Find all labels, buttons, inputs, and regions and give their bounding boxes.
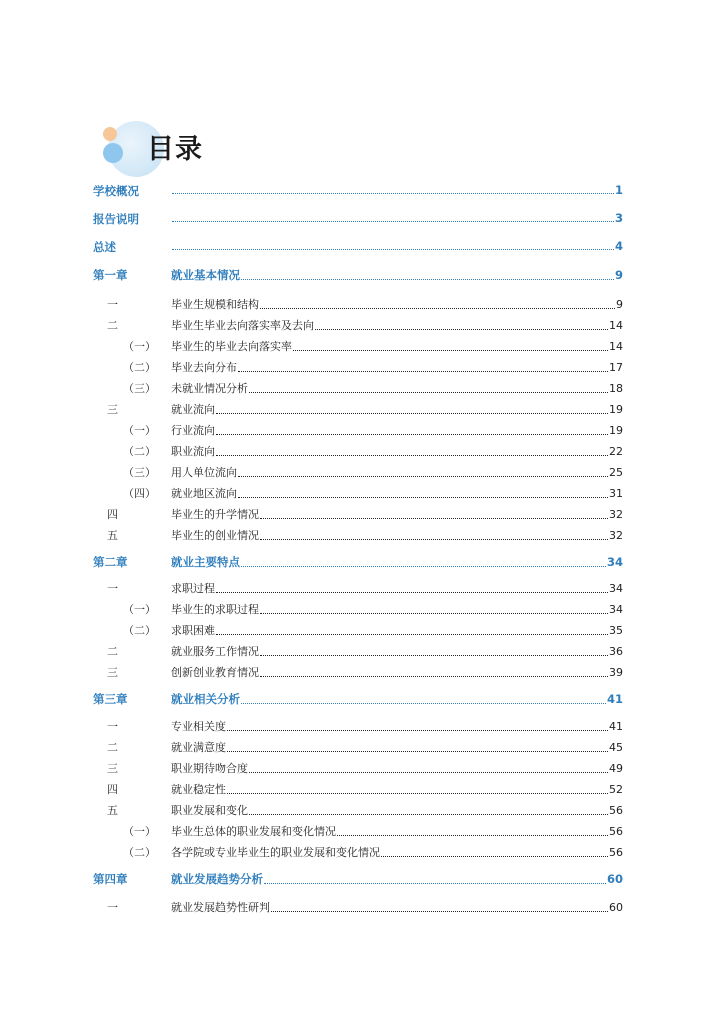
toc-page-number: 19: [609, 424, 623, 437]
toc-dot-leader: [216, 634, 608, 635]
toc-entry-number: （一）: [123, 825, 156, 838]
toc-entry-body: [171, 580, 623, 596]
toc-entry-number: （四）: [123, 487, 156, 500]
decorative-blue-dot-icon: [103, 143, 123, 163]
toc-dot-leader: [381, 856, 608, 857]
toc-entry-number: （二）: [123, 361, 156, 374]
toc-entry-label: 行业流向: [171, 424, 215, 437]
toc-entry-label: 求职困难: [171, 624, 215, 637]
toc-entry-body: [171, 359, 623, 375]
toc-title-block: [100, 115, 300, 185]
toc-entry-label: 用人单位流向: [171, 466, 237, 479]
toc-entry-body: [171, 527, 623, 543]
toc-entry-body: [171, 464, 623, 480]
toc-entry-number: （二）: [123, 846, 156, 859]
toc-entry-body: [171, 554, 623, 570]
toc-page-number: 60: [609, 901, 623, 914]
toc-entry-label: 就业服务工作情况: [171, 645, 259, 658]
toc-entry-body: [171, 802, 623, 818]
toc-entry-number: 第四章: [93, 872, 128, 886]
toc-entry-label: 毕业生的毕业去向落实率: [171, 340, 292, 353]
toc-dot-leader: [271, 911, 608, 912]
toc-dot-leader: [227, 751, 608, 752]
toc-page-number: 9: [614, 268, 623, 282]
toc-entry-body: [171, 443, 623, 459]
toc-entry-number: 学校概况: [93, 184, 139, 198]
toc-page-number: 19: [609, 403, 623, 416]
toc-entry-number: 一: [107, 582, 118, 595]
toc-entry-label: 就业发展趋势分析: [171, 872, 263, 886]
toc-entry-body: [171, 317, 623, 333]
toc-entry-label: 毕业生的升学情况: [171, 508, 259, 521]
toc-entry-number: 三: [107, 403, 118, 416]
toc-page-number: 36: [609, 645, 623, 658]
toc-entry-label: 就业基本情况: [171, 268, 240, 282]
toc-page-number: 52: [609, 783, 623, 796]
toc-page-number: 4: [614, 239, 623, 253]
toc-page-number: 18: [609, 382, 623, 395]
toc-dot-leader: [293, 350, 608, 351]
toc-entry-label: 就业地区流向: [171, 487, 237, 500]
toc-entry-number: （三）: [123, 382, 156, 395]
toc-entry-number: 二: [107, 741, 118, 754]
toc-entry-body: [171, 401, 623, 417]
toc-entry-number: （一）: [123, 340, 156, 353]
toc-dot-leader: [260, 308, 615, 309]
toc-entry-number: 三: [107, 666, 118, 679]
toc-entry-number: 第二章: [93, 555, 128, 569]
toc-page-number: 41: [609, 720, 623, 733]
toc-entry-number: 四: [107, 508, 118, 521]
toc-entry-number: 二: [107, 645, 118, 658]
toc-entry-number: 报告说明: [93, 212, 139, 226]
toc-entry-label: 毕业生规模和结构: [171, 298, 259, 311]
toc-entry-label: 就业发展趋势性研判: [171, 901, 270, 914]
toc-entry-number: （一）: [123, 424, 156, 437]
toc-entry-label: 职业期待吻合度: [171, 762, 248, 775]
page-title: 目录: [147, 134, 203, 165]
toc-entry-body: [171, 239, 623, 253]
toc-entry-body: [171, 296, 623, 312]
toc-entry-number: 一: [107, 298, 118, 311]
toc-entry-label: 专业相关度: [171, 720, 226, 733]
toc-entry-number: 二: [107, 319, 118, 332]
toc-entry-label: 毕业生毕业去向落实率及去向: [171, 319, 314, 332]
toc-entry-body: [171, 844, 623, 860]
toc-page-number: 60: [606, 872, 623, 886]
toc-entry-number: 五: [107, 529, 118, 542]
toc-entry-label: 就业主要特点: [171, 555, 240, 569]
toc-page-number: 34: [606, 555, 623, 569]
toc-dot-leader: [249, 772, 608, 773]
toc-dot-leader: [241, 279, 614, 280]
toc-page-number: 49: [609, 762, 623, 775]
toc-entry-label: 求职过程: [171, 582, 215, 595]
toc-entry-label: 各学院或专业毕业生的职业发展和变化情况: [171, 846, 380, 859]
toc-entry-number: 一: [107, 720, 118, 733]
toc-dot-leader: [249, 392, 608, 393]
toc-entry-label: 职业发展和变化: [171, 804, 248, 817]
decorative-orange-dot-icon: [103, 127, 117, 141]
toc-entry-label: 毕业生的求职过程: [171, 603, 259, 616]
toc-page-number: 9: [616, 298, 623, 311]
toc-page-number: 14: [609, 319, 623, 332]
toc-entry-number: 五: [107, 804, 118, 817]
toc-dot-leader: [227, 730, 608, 731]
toc-dot-leader: [172, 249, 614, 250]
toc-entry-label: 毕业生总体的职业发展和变化情况: [171, 825, 336, 838]
toc-entry-label: 未就业情况分析: [171, 382, 248, 395]
toc-dot-leader: [172, 193, 614, 194]
toc-page-number: 3: [614, 211, 623, 225]
toc-page-number: 14: [609, 340, 623, 353]
toc-entry-number: （二）: [123, 445, 156, 458]
toc-entry-body: [171, 871, 623, 887]
toc-entry-body: [171, 718, 623, 734]
toc-entry-label: 就业相关分析: [171, 692, 240, 706]
toc-entry-body: [171, 211, 623, 225]
toc-entry-label: 就业流向: [171, 403, 215, 416]
toc-dot-leader: [172, 221, 614, 222]
toc-entry-number: （三）: [123, 466, 156, 479]
toc-entry-body: [171, 664, 623, 680]
toc-page-number: 32: [609, 529, 623, 542]
toc-page-number: 25: [609, 466, 623, 479]
toc-dot-leader: [260, 676, 608, 677]
toc-entry-label: 职业流向: [171, 445, 215, 458]
toc-page-number: 34: [609, 582, 623, 595]
toc-entry-body: [171, 691, 623, 707]
toc-entry-body: [171, 622, 623, 638]
toc-dot-leader: [216, 592, 608, 593]
toc-entry-body: [171, 823, 623, 839]
toc-dot-leader: [241, 566, 606, 567]
toc-dot-leader: [238, 497, 608, 498]
toc-entry-body: [171, 380, 623, 396]
toc-page-number: 45: [609, 741, 623, 754]
toc-entry-number: 第一章: [93, 268, 128, 282]
toc-entry-body: [171, 485, 623, 501]
toc-dot-leader: [238, 371, 608, 372]
toc-page-number: 32: [609, 508, 623, 521]
toc-dot-leader: [227, 793, 608, 794]
toc-entry-body: [171, 506, 623, 522]
toc-dot-leader: [260, 539, 608, 540]
toc-entry-body: [171, 739, 623, 755]
toc-page-number: 56: [609, 825, 623, 838]
toc-dot-leader: [260, 518, 608, 519]
toc-entry-body: [171, 643, 623, 659]
toc-dot-leader: [260, 655, 608, 656]
toc-dot-leader: [337, 835, 608, 836]
toc-dot-leader: [216, 455, 608, 456]
toc-entry-body: [171, 601, 623, 617]
toc-page-number: 1: [614, 183, 623, 197]
toc-entry-label: 毕业去向分布: [171, 361, 237, 374]
toc-page-number: 56: [609, 804, 623, 817]
toc-page-number: 35: [609, 624, 623, 637]
toc-dot-leader: [216, 413, 608, 414]
toc-entry-number: （一）: [123, 603, 156, 616]
toc-entry-label: 就业满意度: [171, 741, 226, 754]
toc-entry-number: 第三章: [93, 692, 128, 706]
toc-page-number: 31: [609, 487, 623, 500]
toc-page-number: 39: [609, 666, 623, 679]
toc-entry-number: 四: [107, 783, 118, 796]
toc-entry-label: 就业稳定性: [171, 783, 226, 796]
toc-dot-leader: [216, 434, 608, 435]
toc-entry-number: （二）: [123, 624, 156, 637]
toc-page-number: 34: [609, 603, 623, 616]
toc-entry-body: [171, 422, 623, 438]
toc-page-number: 56: [609, 846, 623, 859]
toc-entry-body: [171, 267, 623, 283]
toc-dot-leader: [260, 613, 608, 614]
toc-dot-leader: [249, 814, 608, 815]
toc-entry-body: [171, 338, 623, 354]
toc-entry-body: [171, 899, 623, 915]
toc-entry-body: [171, 781, 623, 797]
toc-entry-label: 毕业生的创业情况: [171, 529, 259, 542]
toc-entry-label: 创新创业教育情况: [171, 666, 259, 679]
toc-dot-leader: [264, 883, 606, 884]
toc-dot-leader: [315, 329, 608, 330]
toc-page-number: 41: [606, 692, 623, 706]
toc-page-number: 22: [609, 445, 623, 458]
toc-entry-number: 三: [107, 762, 118, 775]
toc-dot-leader: [238, 476, 608, 477]
toc-entry-number: 总述: [93, 240, 116, 254]
toc-dot-leader: [241, 703, 606, 704]
toc-entry-body: [171, 760, 623, 776]
toc-entry-body: [171, 183, 623, 197]
toc-page-number: 17: [609, 361, 623, 374]
toc-entry-number: 一: [107, 901, 118, 914]
